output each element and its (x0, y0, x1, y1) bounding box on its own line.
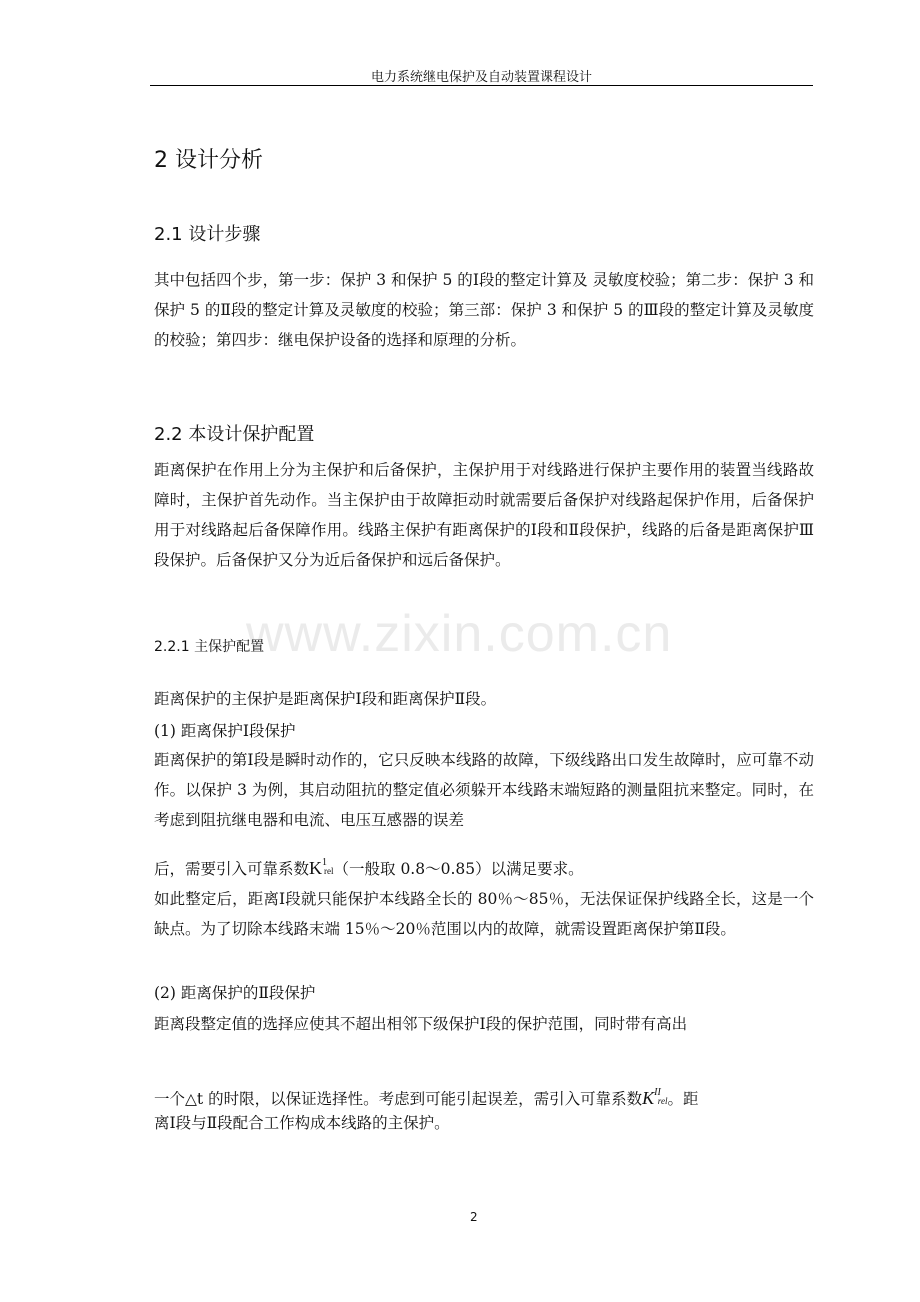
k-rel-ii-sub: rel (657, 1096, 668, 1106)
item-2-line-prefix: 一个△t 的时限，以保证选择性。考虑到可能引起误差，需引入可靠系数 (154, 1090, 643, 1108)
main-protection-intro: 距离保护的主保护是距离保护Ⅰ段和距离保护Ⅱ段。 (154, 690, 497, 708)
k-rel-i-sup: 1 (322, 857, 328, 868)
k-rel-ii-symbol (642, 1088, 667, 1108)
k-rel-i-sub: rel (324, 866, 334, 876)
item-2-title: (2) 距离保护的Ⅱ段保护 (154, 984, 316, 1002)
item-2-text-2: 离Ⅰ段与Ⅱ段配合工作构成本线路的主保护。 (154, 1114, 450, 1132)
item-2-coefficient-line (154, 1080, 698, 1114)
section-2-2-title: 2.2 本设计保护配置 (154, 424, 315, 445)
k-rel-i-base: K (309, 858, 323, 878)
item-1-line-suffix: （一般取 0.8～0.85）以满足要求。 (333, 860, 584, 878)
section-2-1-text: 其中包括四个步，第一步：保护 3 和保护 5 的Ⅰ段的整定计算及 灵敏度校验；第二步：保护 3 和保护 5 的Ⅱ段的整定计算及灵敏度的校验；第三部：保护 3 和保护 5 的Ⅲ段的整定计算及灵敏度的校验；第四步：继电保护设备的选择和原理的分析。 (154, 271, 814, 349)
k-rel-i-symbol (309, 858, 334, 878)
running-header: 电力系统继电保护及自动装置课程设计 (370, 70, 592, 85)
item-2-text: 距离段整定值的选择应使其不超出相邻下级保护Ⅰ段的保护范围，同时带有高出 (154, 1015, 688, 1033)
header-rule (150, 85, 813, 86)
chapter-title: 2 设计分析 (154, 148, 263, 173)
section-2-2-text: 距离保护在作用上分为主保护和后备保护，主保护用于对线路进行保护主要作用的装置当线路故障时，主保护首先动作。当主保护由于故障拒动时就需要后备保护对线路起保护作用，后备保护用于对线路起后备保障作用。线路主保护有距离保护的Ⅰ段和Ⅱ段保护，线路的后备是距离保护Ⅲ段保护。后备保护又分为近后备保护和远后备保护。 (154, 461, 814, 569)
item-1-coefficient-line (154, 850, 584, 884)
section-2-1-title: 2.1 设计步骤 (154, 224, 261, 245)
item-1-line-prefix: 后，需要引入可靠系数 (154, 860, 310, 878)
k-rel-ii-base: K (642, 1088, 655, 1108)
item-1-title: (1) 距离保护Ⅰ段保护 (154, 722, 296, 740)
section-2-2-1-title: 2.2.1 主保护配置 (154, 639, 265, 655)
k-rel-ii-sup: II (654, 1087, 661, 1098)
item-1-text: 距离保护的第Ⅰ段是瞬时动作的，它只反映本线路的故障，下级线路出口发生故障时，应可靠不动作。以保护 3 为例，其启动阻抗的整定值必须躲开本线路末端短路的测量阻抗来整定。同时，在考虑到阻抗继电器和电流、电压互感器的误差 (154, 751, 814, 829)
page-number: 2 (470, 1210, 478, 1224)
item-2-line-suffix: 。距 (667, 1090, 699, 1108)
item-1-text-2: 如此整定后，距离Ⅰ段就只能保护本线路全长的 80％～85％，无法保证保护线路全长，这是一个缺点。为了切除本线路末端 15％～20％范围以内的故障，就需设置距离保护第Ⅱ段。 (154, 890, 814, 938)
watermark: www.zixin.com.cn (246, 605, 673, 663)
